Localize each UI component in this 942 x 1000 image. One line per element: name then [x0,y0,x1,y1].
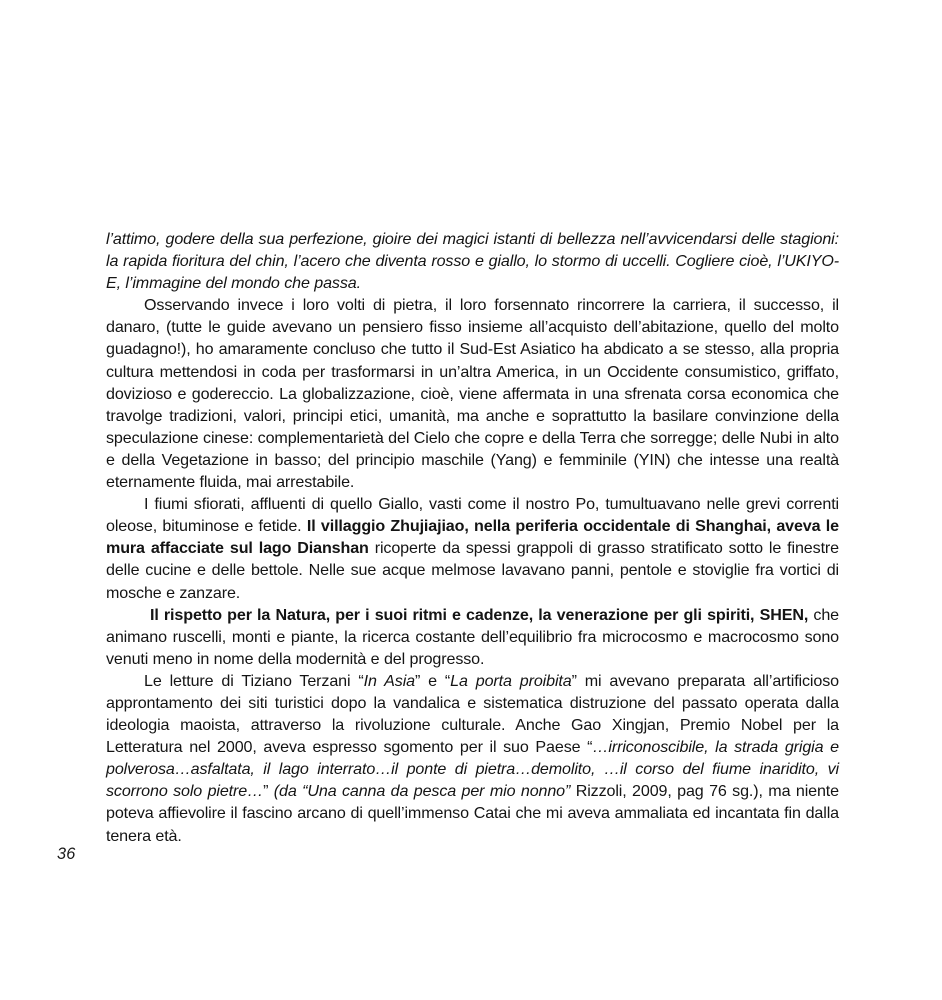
run-title-in-asia: In Asia [363,671,415,690]
run-text: ricoperte da spessi grappoli di grasso stratificato sotto le finestre delle cucine e delle bettole. Nelle sue acque melmose lavavano panni, pentole e stoviglie fra vortici di mosche e zanzare. [106,539,839,602]
run-bold-zhujiajiao: Il villaggio Zhujiajiao, nella periferia occidentale di Shanghai, aveva le mura affacciate sul lago Dianshan [106,517,839,558]
run-text: ” [263,782,274,801]
paragraph-letture [106,670,839,847]
paragraph-osservando: Osservando invece i loro volti di pietra, il loro forsennato rincorrere la carriera, il successo, il danaro, (tutte le guide avevano un pensiero fisso insieme all’acquisto dell’abitazione, quello del molto guadagno!), ho amaramente concluso che tutto il Sud-Est Asiatico ha abdicato a se stesso, alla propria cultura mettendosi in coda per trasformarsi in un’altra America, in un Occidente consumistico, griffato, dovizioso e godereccio. La globalizzazione, cioè, viene affermata in una sfrenata corsa economica che travolge tradizioni, valori, principi etici, umanità, ma anche e soprattutto la basilare convinzione della speculazione cinese: complementarietà del Cielo che copre e della Terra che sorregge; delle Nubi in alto e della Vegetazione in basso; del principio maschile (Yang) e femminile (YIN) che intesse una realtà eternamente fluida, mai arrestabile. [106,296,839,492]
paragraph-rispetto [106,604,839,670]
run-bold-rispetto: Il rispetto per la Natura, per i suoi ritmi e cadenze, la venerazione per gli spiriti, SHEN, [150,605,809,624]
run-title-la-porta-proibita: La porta proibita [450,671,572,690]
run-text: ” e “ [414,671,451,690]
run-quote-xingjan: …irriconoscibile, la strada grigia e polverosa…asfaltata, il lago interrato…il ponte di pietra…demolito, …il corso del fiume inaridito, vi scorrono solo pietre… [106,738,839,801]
paragraph-fiumi [106,493,839,603]
run-text: ” mi avevano preparata all’artificioso approntamento dei siti turistici dopo la vandalica e sistematica distruzione del passato operata dalla ideologia maoista, attraverso la rivoluzione culturale. Anche Gao Xingjan, Premio Nobel per la Letteratura nel 2000, aveva espresso sgomento per il suo Paese “ [106,671,839,757]
body-text-column [106,228,839,847]
run-citation-una-canna: (da “Una canna da pesca per mio nonno” [273,782,571,801]
run-text: che animano ruscelli, monti e piante, la ricerca costante dell’equilibrio fra microcosmo e macrocosmo sono venuti meno in nome della modernità e del progresso. [106,605,839,668]
run-text: Le letture di Tiziano Terzani “ [144,671,364,690]
run-text: I fiumi sfiorati, affluenti di quello Giallo, vasti come il nostro Po, tumultuavano nelle grevi correnti oleose, bituminose e fetide. [106,495,839,536]
paragraph-lead: l’attimo, godere della sua perfezione, gioire dei magici istanti di bellezza nell’avvicendarsi delle stagioni: la rapida fioritura del chin, l’acero che diventa rosso e giallo, lo stormo di uccelli. Cogliere cioè, l’UKIYO-E, l’immagine del mondo che passa. [106,230,839,293]
run-text: Rizzoli, 2009, pag 76 sg.), ma niente poteva affievolire il fascino arcano di quell’immenso Catai che mi aveva ammaliata ed incantata fin dalla tenera età. [106,782,839,845]
page-number: 36 [57,845,76,863]
